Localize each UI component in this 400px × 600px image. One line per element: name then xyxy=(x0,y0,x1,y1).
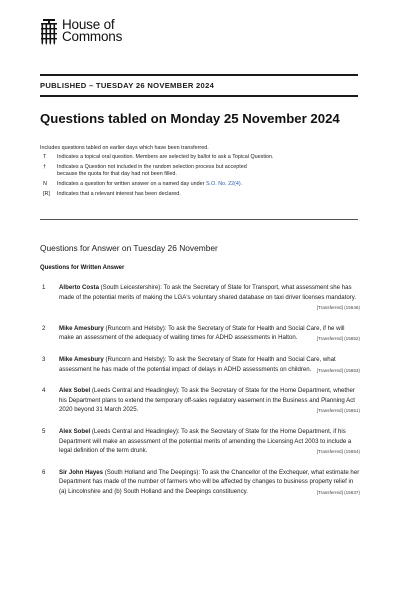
legend-symbol: † xyxy=(43,164,46,170)
transferred-tag: [Transferred] xyxy=(316,336,343,342)
question-number: 1 xyxy=(42,284,46,291)
legend-symbol: N xyxy=(43,181,47,187)
logo-line-2: Commons xyxy=(62,29,123,44)
question-item xyxy=(40,283,360,313)
question-meta xyxy=(317,447,360,457)
transferred-tag: [Transferred] xyxy=(316,408,343,414)
question-meta xyxy=(317,406,360,416)
question-text: (South Leicestershire): To ask the Secretary of State for Transport, what assessment she has made of the potential merits of making the LGA's voluntary shared database on taxi driver licenses mandatory. xyxy=(59,284,357,301)
question-item xyxy=(40,355,360,375)
question-item xyxy=(40,386,360,416)
question-number: 2 xyxy=(42,324,46,332)
question-meta xyxy=(317,366,360,376)
legend-row-relevant-interest xyxy=(40,191,360,198)
legend-rule xyxy=(40,219,358,220)
question-body xyxy=(59,468,360,498)
legend-symbol: T xyxy=(43,154,47,160)
transferred-tag: [Transferred] xyxy=(316,489,343,495)
question-item xyxy=(40,324,360,344)
question-ref: (15654) xyxy=(344,449,360,455)
legend-text: Indicates a Question not included in the random selection process but accepted because the quota for that day had not been filled. xyxy=(57,164,247,177)
question-number: 6 xyxy=(42,468,46,476)
question-text: (Leeds Central and Headingley): To ask the Secretary of State for the Home Department, whether his Department plans to extend the temporary off-sales regulatory easement in the Business and Planning Act 2020 beyond 31 March 2025. xyxy=(59,387,355,414)
logo-wordmark xyxy=(62,19,122,43)
member-name: Alberto Costa xyxy=(59,284,99,291)
legend-text: Indicates a topical oral question. Members are selected by ballot to ask a Topical Question. xyxy=(57,154,274,160)
legend-row-dagger xyxy=(40,164,360,178)
house-of-commons-logo xyxy=(40,19,122,45)
question-ref: (15637) xyxy=(344,489,360,495)
question-ref: (15652) xyxy=(344,336,360,342)
question-ref: (15646) xyxy=(344,305,360,311)
question-body xyxy=(59,427,360,457)
transferred-tag: [Transferred] xyxy=(316,305,343,311)
question-text: (Runcorn and Helsby): To ask the Secretary of State for Health and Social Care, what assessment he has made of the potential impact of delays in ADHD assessments on children. xyxy=(59,355,336,373)
question-text: (Leeds Central and Headingley): To ask the Secretary of State for the Home Department, if his Department will make an assessment of the potential merits of amending the Licensing Act 2003 to include a legal definition of the term drunk. xyxy=(59,427,352,455)
page-title: Questions tabled on Monday 25 November 2024 xyxy=(40,111,340,126)
question-ref: (15651) xyxy=(344,408,360,414)
question-number: 4 xyxy=(42,387,46,395)
legend-text: Indicates that a relevant interest has been declared. xyxy=(57,191,181,197)
question-meta xyxy=(317,303,360,313)
legend-text-wrapper xyxy=(57,181,360,188)
question-meta xyxy=(317,488,360,498)
question-item xyxy=(40,468,360,498)
question-body xyxy=(59,386,360,416)
questions-list xyxy=(40,283,360,498)
published-date: PUBLISHED – TUESDAY 26 NOVEMBER 2024 xyxy=(40,81,215,90)
sub-heading: Questions for Written Answer xyxy=(40,265,125,271)
member-name: Sir John Hayes xyxy=(59,468,104,476)
intro-text: Includes questions tabled on earlier days which have been transferred. xyxy=(40,145,209,151)
question-ref: (15653) xyxy=(344,367,360,373)
section-heading: Questions for Answer on Tuesday 26 November xyxy=(40,243,218,253)
legend-row-topical xyxy=(40,154,360,161)
question-text: (Runcorn and Helsby): To ask the Secretary of State for Health and Social Care, if he will make an assessment of the adequacy of waiting times for ADHD assessments in Halton. xyxy=(59,324,345,342)
top-rule xyxy=(40,74,358,76)
question-body xyxy=(59,324,360,344)
member-name: Mike Amesbury xyxy=(59,355,104,363)
member-name: Alex Sobel xyxy=(59,387,91,395)
transferred-tag: [Transferred] xyxy=(316,367,343,373)
standing-order-link[interactable]: S.O. No. 22(4). xyxy=(205,181,243,187)
question-number: 5 xyxy=(42,427,46,435)
legend-symbol: [R] xyxy=(43,191,50,197)
question-meta xyxy=(317,334,360,344)
member-name: Alex Sobel xyxy=(59,427,91,435)
legend-row-named-day xyxy=(40,181,360,188)
published-rule xyxy=(40,95,358,97)
member-name: Mike Amesbury xyxy=(59,324,104,332)
question-body xyxy=(59,355,360,375)
symbol-legend xyxy=(40,154,360,201)
question-item xyxy=(40,427,360,457)
question-text: (South Holland and The Deepings): To ask the Chancellor of the Exchequer, what estimate her Department has made of the number of farmers who will be affected by changes to business property relief in (a) Lincolnshire and (b) South Holland and the Deepings constituency. xyxy=(59,468,360,495)
portcullis-icon xyxy=(40,19,58,45)
question-number: 3 xyxy=(42,355,46,363)
transferred-tag: [Transferred] xyxy=(316,449,343,455)
logo-line-1: House of xyxy=(62,17,115,32)
question-body xyxy=(59,283,360,313)
legend-text: Indicates a question for written answer on a named day under xyxy=(57,181,206,187)
